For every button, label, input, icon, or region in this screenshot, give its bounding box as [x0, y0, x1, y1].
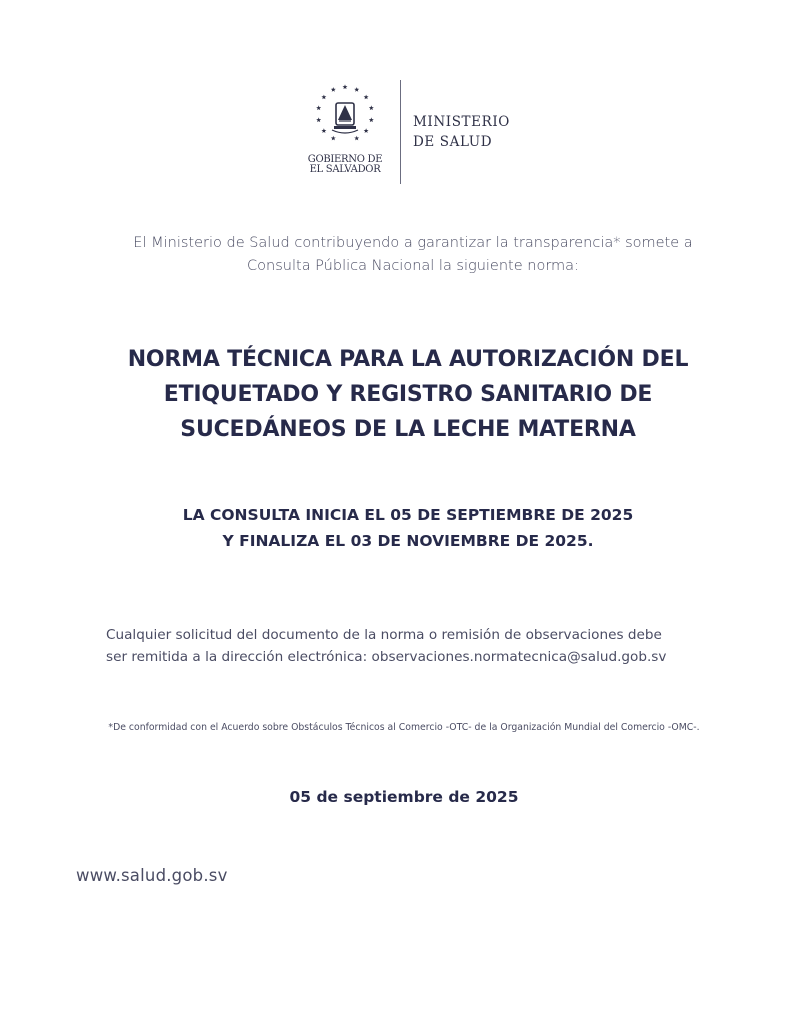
publication-date: 05 de septiembre de 2025 [289, 788, 519, 806]
footnote: *De conformidad con el Acuerdo sobre Obstáculos Técnicos al Comercio -OTC- de la Organización Mundial del Comercio -OMC-. [108, 722, 700, 733]
contact-line-1: Cualquier solicitud del documento de la norma o remisión de observaciones debe [106, 627, 662, 643]
coat-of-arms-icon [312, 84, 378, 150]
title-line-1: NORMA TÉCNICA PARA LA AUTORIZACIÓN DEL [127, 347, 689, 372]
star-icon [364, 128, 369, 133]
star-icon [354, 87, 359, 92]
star-icon [343, 84, 348, 89]
intro-paragraph [80, 232, 746, 278]
title-line-3: SUCEDÁNEOS DE LA LECHE MATERNA [180, 417, 636, 442]
ministry-label [413, 112, 510, 152]
norm-title [60, 342, 756, 447]
star-icon [364, 95, 369, 100]
star-icon [369, 117, 374, 122]
gov-line-1: GOBIERNO DE [307, 154, 383, 165]
star-icon [321, 95, 326, 100]
consultation-dates [60, 502, 756, 554]
star-icon [316, 117, 321, 122]
star-icon [331, 136, 336, 141]
consultation-start: LA CONSULTA INICIA EL 05 DE SEPTIEMBRE DE 2025 [182, 506, 634, 524]
gov-line-2: EL SALVADOR [309, 164, 381, 175]
star-icon [331, 87, 336, 92]
government-label [300, 155, 390, 175]
logo-divider [400, 80, 401, 184]
star-icon [369, 105, 374, 110]
star-icon [321, 128, 326, 133]
ministry-line-2: DE SALUD [413, 134, 493, 150]
ministry-line-1: MINISTERIO [413, 114, 510, 130]
contact-line-2: ser remitida a la dirección electrónica: observaciones.normatecnica@salud.gob.sv [106, 649, 667, 665]
star-icon [316, 105, 321, 110]
ministry-logo [300, 78, 540, 188]
title-line-2: ETIQUETADO Y REGISTRO SANITARIO DE [163, 382, 653, 407]
contact-paragraph [106, 624, 706, 668]
website-link[interactable]: www.salud.gob.sv [76, 866, 228, 885]
consultation-end: Y FINALIZA EL 03 DE NOVIEMBRE DE 2025. [222, 532, 594, 550]
intro-line-2: Consulta Pública Nacional la siguiente norma: [247, 258, 579, 274]
intro-line-1: El Ministerio de Salud contribuyendo a garantizar la transparencia* somete a [133, 235, 693, 251]
star-icon [354, 136, 359, 141]
